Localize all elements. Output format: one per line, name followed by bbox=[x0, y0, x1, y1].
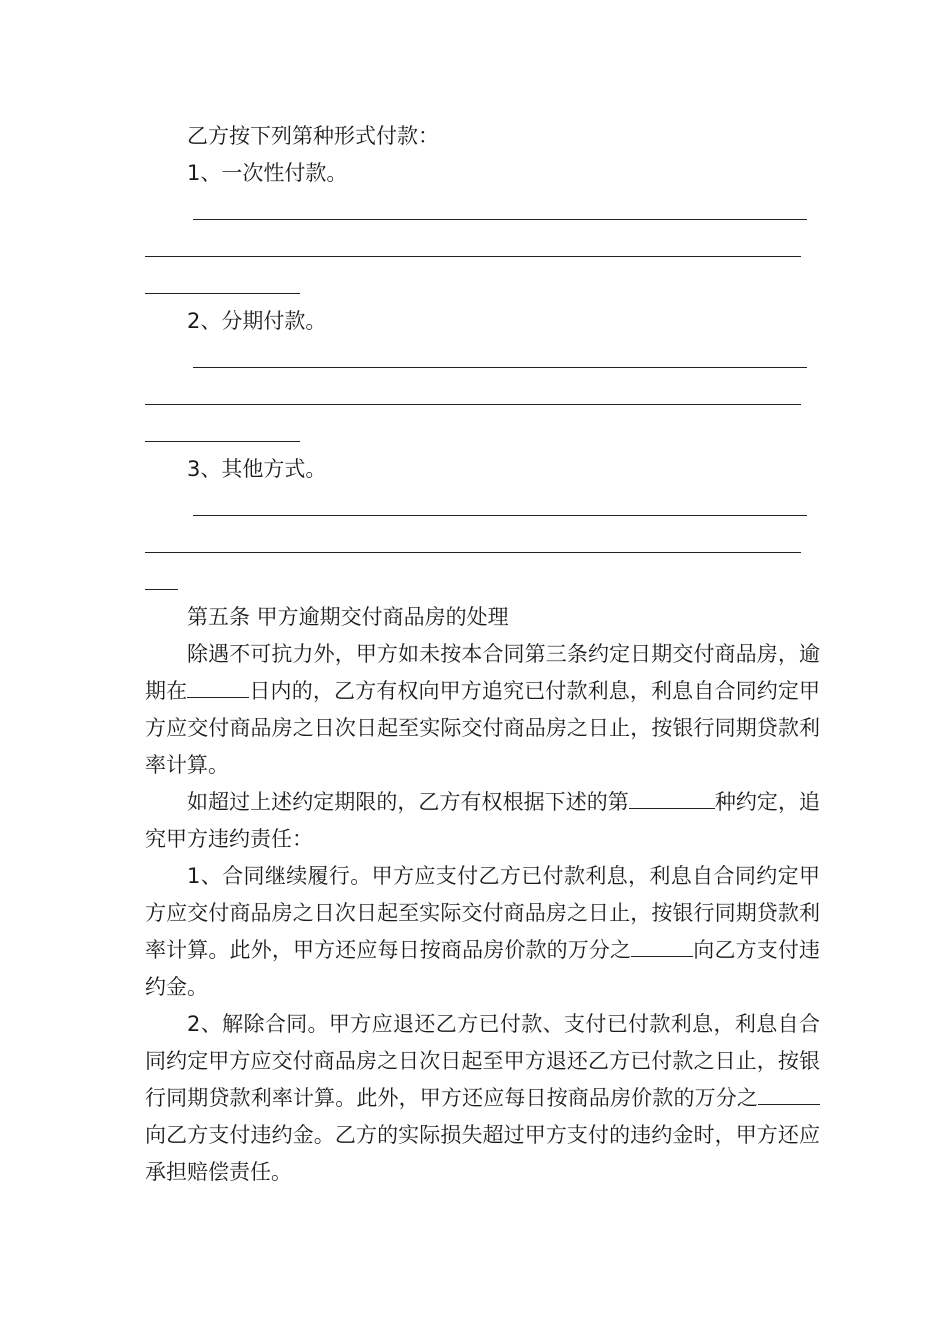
paragraph-text: 除遇不可抗力外，甲方如未按本合同第三条约定日期交付商品房，逾期在 bbox=[145, 642, 820, 703]
payment-option-1: 1、一次性付款。 bbox=[187, 161, 348, 185]
fill-line bbox=[145, 552, 801, 553]
paragraph-text: 如超过上述约定期限的，乙方有权根据下述的第 bbox=[187, 790, 629, 814]
fill-line bbox=[145, 589, 178, 590]
paragraph-text: 1、合同继续履行。甲方应支付乙方已付款利息，利息自合同约定甲方应交付商品房之日次日起至实际交付商品房之日止，按银行同期贷款利率计算。此外，甲方还应每日按商品房价款的万分之 bbox=[145, 864, 820, 962]
blank-field bbox=[629, 786, 715, 809]
fill-line-row bbox=[145, 414, 820, 451]
fill-line-row bbox=[145, 377, 820, 414]
fill-line-row bbox=[145, 192, 820, 229]
paragraph-text: 2、解除合同。甲方应退还乙方已付款、支付已付款利息，利息自合同约定甲方应交付商品房之日次日起至甲方退还乙方已付款之日止，按银行同期贷款利率计算。此外，甲方还应每日按商品房价款的万分之 bbox=[145, 1012, 820, 1110]
article-paragraph bbox=[145, 636, 820, 784]
remedy-item-2 bbox=[145, 1006, 820, 1191]
fill-line bbox=[193, 219, 807, 220]
blank-field bbox=[758, 1082, 820, 1105]
payment-intro: 乙方按下列第种形式付款： bbox=[187, 124, 439, 148]
fill-line-row bbox=[145, 266, 820, 303]
fill-line bbox=[193, 367, 807, 368]
fill-line-row bbox=[145, 229, 820, 266]
article-title: 第五条 甲方逾期交付商品房的处理 bbox=[187, 605, 509, 629]
paragraph-text: 日内的，乙方有权向甲方追究已付款利息，利息自合同约定甲方应交付商品房之日次日起至实际交付商品房之日止，按银行同期贷款利率计算。 bbox=[145, 679, 821, 777]
article-paragraph bbox=[145, 784, 820, 858]
paragraph-text: 向乙方支付违约金。乙方的实际损失超过甲方支付的违约金时，甲方还应承担赔偿责任。 bbox=[145, 1123, 820, 1184]
fill-line bbox=[145, 256, 801, 257]
remedy-item-1 bbox=[145, 858, 820, 1006]
fill-line bbox=[145, 293, 300, 294]
paragraph-text: 种约定，追究甲方违约责任： bbox=[145, 790, 821, 851]
document-body bbox=[145, 118, 820, 1191]
fill-line-row bbox=[145, 340, 820, 377]
fill-line-row bbox=[145, 562, 820, 599]
fill-line-row bbox=[145, 525, 820, 562]
blank-field bbox=[631, 934, 693, 957]
blank-field bbox=[187, 675, 249, 698]
fill-line bbox=[193, 515, 807, 516]
payment-option-2: 2、分期付款。 bbox=[187, 309, 327, 333]
payment-option-3: 3、其他方式。 bbox=[187, 457, 327, 481]
paragraph-text: 向乙方支付违约金。 bbox=[145, 938, 820, 999]
fill-line-row bbox=[145, 488, 820, 525]
fill-line bbox=[145, 404, 801, 405]
fill-line bbox=[145, 441, 300, 442]
